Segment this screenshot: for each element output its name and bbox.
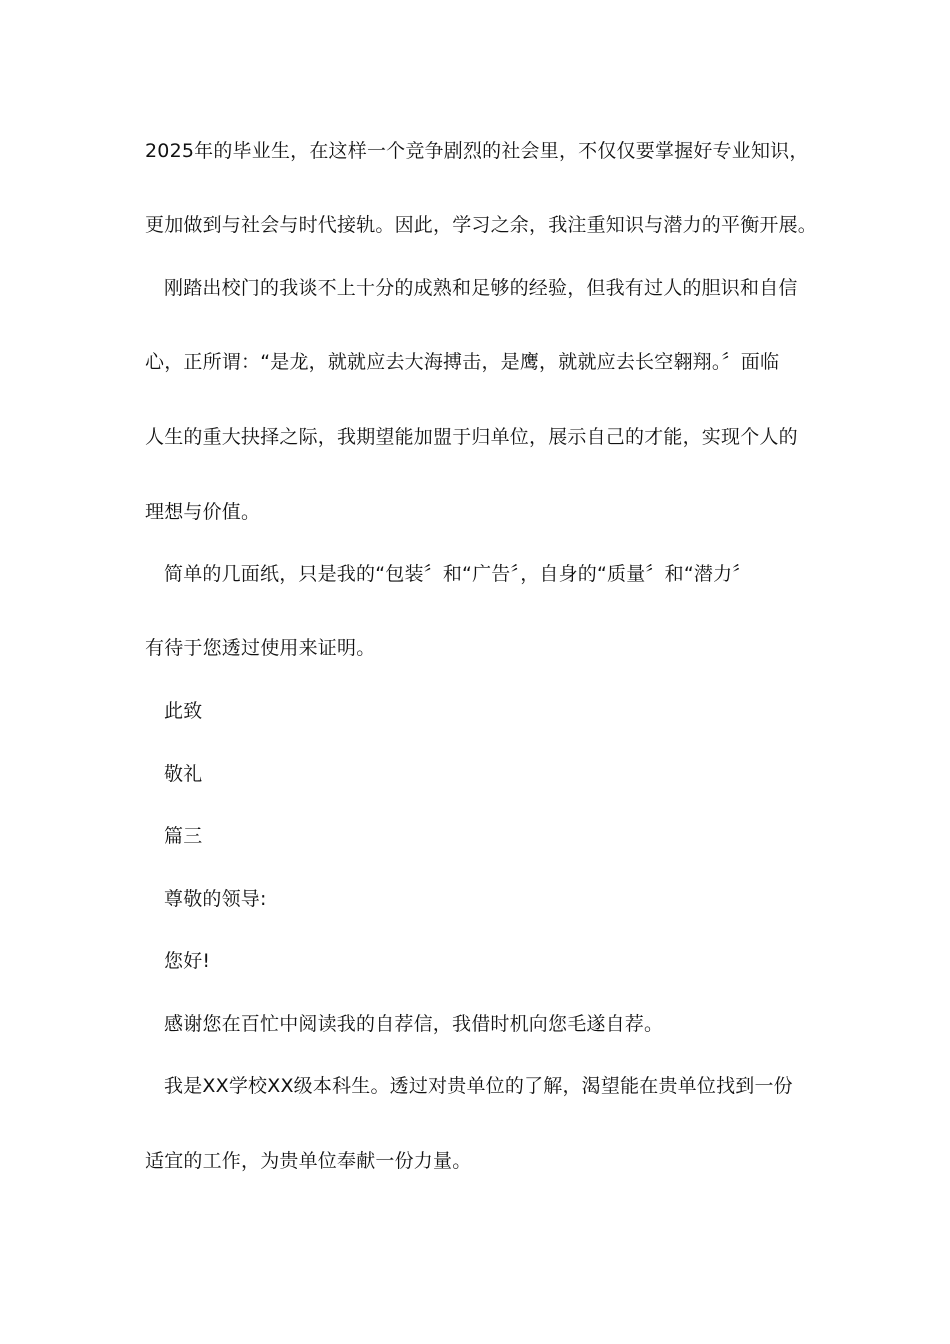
text-line-14: 感谢您在百忙中阅读我的自荐信，我借时机向您毛遂自荐。 (164, 1013, 664, 1035)
text-line-5: 人生的重大抉择之际，我期望能加盟于归单位，展示自己的才能，实现个人的 (145, 426, 798, 448)
text-line-3: 刚踏出校门的我谈不上十分的成熟和足够的经验，但我有过人的胆识和自信 (164, 277, 798, 299)
text-line-15: 我是XX学校XX级本科生。透过对贵单位的了解，渴望能在贵单位找到一份 (164, 1075, 793, 1097)
text-line-4: 心，正所谓：“是龙，就就应去大海搏击，是鹰，就就应去长空翱翔。〞面临 (145, 351, 780, 373)
greeting-hello: 您好! (164, 950, 211, 972)
text-line-2: 更加做到与社会与时代接轨。因此，学习之余，我注重知识与潜力的平衡开展。 (145, 214, 818, 236)
section-heading: 篇三 (164, 825, 203, 847)
text-line-1: 2025年的毕业生，在这样一个竞争剧烈的社会里，不仅仅要掌握好专业知识， (145, 140, 809, 162)
text-line-7: 简单的几面纸，只是我的“包装〞和“广告〞，自身的“质量〞和“潜力〞 (164, 563, 752, 585)
text-line-16: 适宜的工作，为贵单位奉献一份力量。 (145, 1150, 472, 1172)
text-line-8: 有待于您透过使用来证明。 (145, 637, 376, 659)
text-line-6: 理想与价值。 (145, 501, 261, 523)
greeting-recipient: 尊敬的领导: (164, 888, 267, 910)
closing-regards: 敬礼 (164, 763, 203, 785)
closing-salutation: 此致 (164, 700, 203, 722)
